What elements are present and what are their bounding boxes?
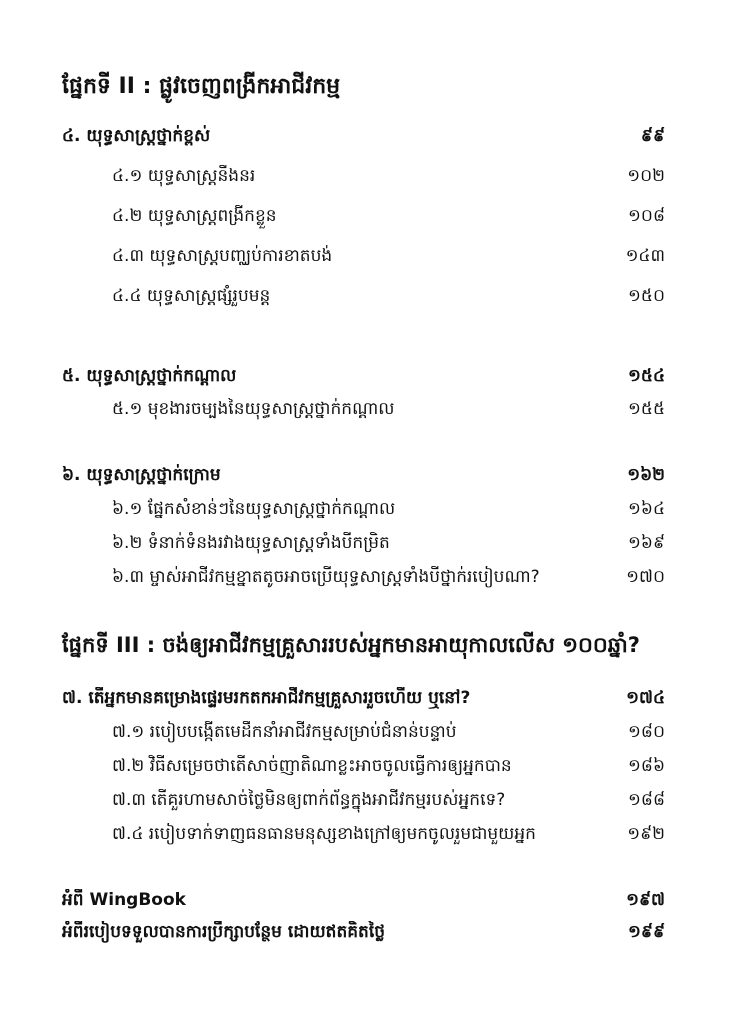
toc-item-7-3[interactable] <box>112 786 665 816</box>
toc-chapter-6[interactable] <box>62 461 665 491</box>
item-title: ៤.៤ យុទ្ធសាស្ត្រផ្សំរួបមន្ត <box>112 285 271 306</box>
page-number: ១៤៣ <box>625 245 665 266</box>
page-number: ១៨៨ <box>628 789 665 810</box>
page-number: ១៧០ <box>626 566 665 587</box>
page-number: ១៦៤ <box>628 498 665 519</box>
chapter-title: ៥. យុទ្ធសាស្ត្រថ្នាក់កណ្ដាល <box>62 365 237 386</box>
toc-about-free-consultation[interactable] <box>62 918 665 948</box>
item-title: ៦.៣ ម្ចាស់អាជីវកម្មខ្នាតតូចអាចប្រើយុទ្ធសាស្ត្រទាំងបីថ្នាក់របៀបណា? <box>112 566 540 587</box>
page-number: ១៥០ <box>628 285 665 306</box>
toc-chapter-7[interactable] <box>62 684 665 714</box>
toc-item-4-3[interactable] <box>112 242 665 272</box>
page-number: ១៩៧ <box>626 889 665 910</box>
item-title: អំពីរបៀបទទួលបានការប្រឹក្សាបន្ថែម ដោយឥតគិតថ្លៃ <box>62 921 386 942</box>
item-title: ៧.១ របៀបបង្កើតមេដឹកនាំអាជីវកម្មសម្រាប់ជំនាន់បន្ទាប់ <box>112 721 457 742</box>
chapter-title: ៧. តើអ្នកមានគម្រោងផ្ទេរមរកតកអាជីវកម្មគ្រួសាររួចហើយ ឬនៅ? <box>62 687 471 708</box>
part-2-title: ផ្នែកទី II : ផ្លូវចេញពង្រីកអាជីវកម្ម <box>62 74 341 99</box>
item-title: ៦.១ ផ្នែកសំខាន់ៗនៃយុទ្ធសាស្ត្រថ្នាក់កណ្ដាល <box>112 498 396 519</box>
page-number: ៩៩ <box>640 125 665 146</box>
toc-item-4-4[interactable] <box>112 282 665 312</box>
page-number: ១៧៤ <box>626 687 665 708</box>
page-number: ១៩២ <box>627 823 665 844</box>
chapter-title: ៦. យុទ្ធសាស្ត្រថ្នាក់ក្រោម <box>62 464 221 485</box>
item-title: ៧.២ វិធីសម្រេចថាតើសាច់ញាតិណាខ្លះអាចចូលធ្វើការឲ្យអ្នកបាន <box>112 755 512 776</box>
toc-about-wingbook[interactable] <box>62 886 665 916</box>
item-title: ៤.៣ យុទ្ធសាស្ត្របញ្ឈប់ការខាតបង់ <box>112 245 333 266</box>
toc-chapter-5[interactable] <box>62 362 665 392</box>
toc-item-4-1[interactable] <box>112 162 665 192</box>
page-number: ១០២ <box>627 165 665 186</box>
item-title: ៧.៤ របៀបទាក់ទាញធនធានមនុស្សខាងក្រៅឲ្យមកចូលរួមជាមួយអ្នក <box>112 823 536 844</box>
item-title: ៦.២ ទំនាក់ទំនងរវាងយុទ្ធសាស្ត្រទាំងបីកម្រិត <box>112 532 390 553</box>
page-number: ១៩៩ <box>628 921 665 942</box>
page-number: ១៦៩ <box>628 532 665 553</box>
page-number: ១០៨ <box>628 205 665 226</box>
item-title: ៤.២ យុទ្ធសាស្ត្រពង្រីកខ្លួន <box>112 205 277 226</box>
page-number: ១៥៤ <box>628 365 665 386</box>
item-title: អំពី WingBook <box>62 889 186 910</box>
toc-item-6-3[interactable] <box>112 563 665 593</box>
page-number: ១៥៥ <box>628 398 665 419</box>
page-number: ១៨៦ <box>628 755 665 776</box>
toc-item-6-1[interactable] <box>112 495 665 525</box>
item-title: ៧.៣ តើគួរហាមសាច់ថ្លៃមិនឲ្យពាក់ព័ន្ធក្នុងអាជីវកម្មរបស់អ្នកទេ? <box>112 789 506 810</box>
toc-item-5-1[interactable] <box>112 395 665 425</box>
toc-item-7-4[interactable] <box>112 820 665 850</box>
toc-chapter-4[interactable] <box>62 122 665 152</box>
toc-item-6-2[interactable] <box>112 529 665 559</box>
toc-item-7-2[interactable] <box>112 752 665 782</box>
toc-item-7-1[interactable] <box>112 718 665 748</box>
part-3-title: ផ្នែកទី III : ចង់ឲ្យអាជីវកម្មគ្រួសាររបស់អ្នកមានអាយុកាលលើស ១០០ឆ្នាំ? <box>62 633 640 657</box>
item-title: ៤.១ យុទ្ធសាស្ត្រនឹងនរ <box>112 165 256 186</box>
page-number: ១៨០ <box>628 721 665 742</box>
chapter-title: ៤. យុទ្ធសាស្ត្រថ្នាក់ខ្ពស់ <box>62 125 211 146</box>
toc-item-4-2[interactable] <box>112 202 665 232</box>
page-number: ១៦២ <box>627 464 665 485</box>
item-title: ៥.១ មុខងារចម្បងនៃយុទ្ធសាស្ត្រថ្នាក់កណ្ដាល <box>112 398 395 419</box>
